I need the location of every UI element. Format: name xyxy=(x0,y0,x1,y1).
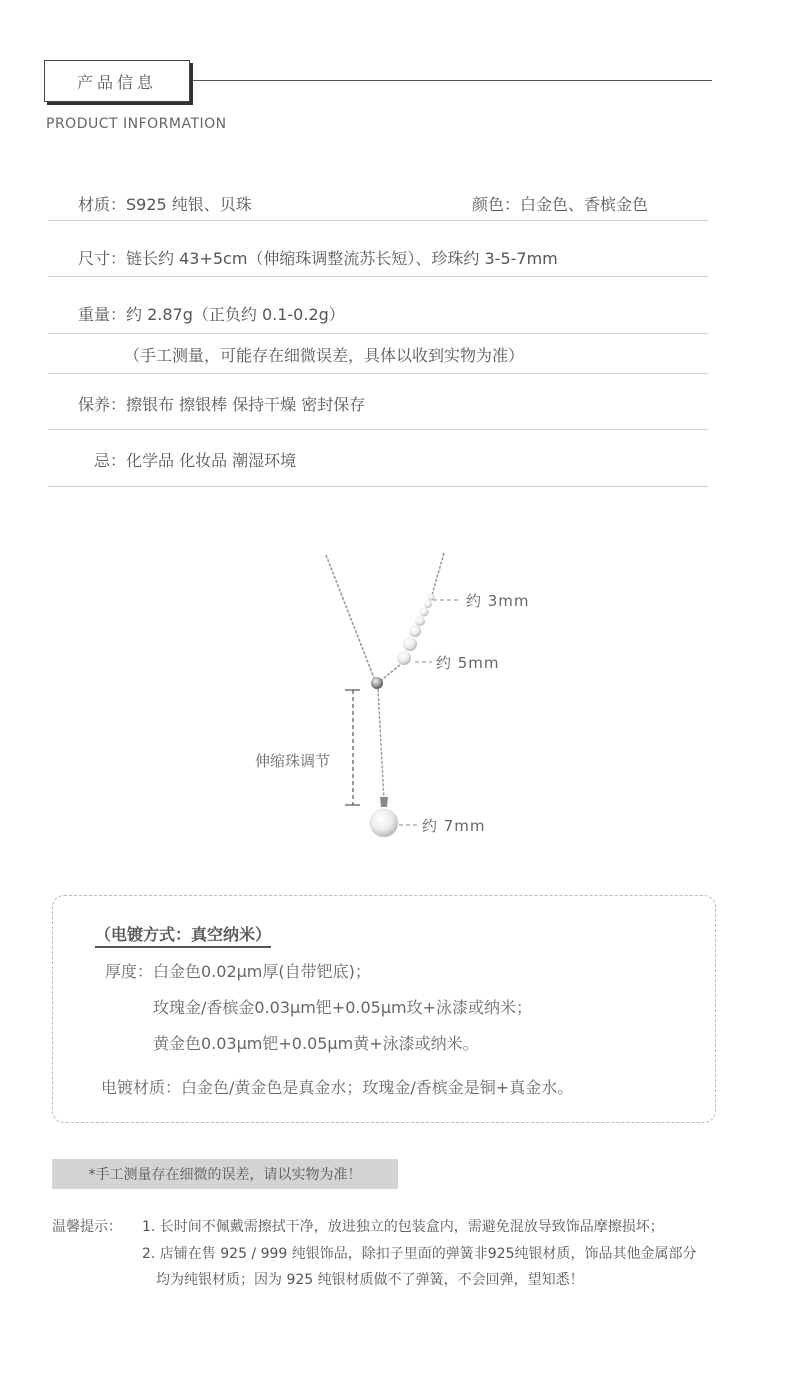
spec-weight-note: （手工测量，可能存在细微误差，具体以收到实物为准） xyxy=(124,346,525,365)
section-title-box xyxy=(44,60,190,102)
spec-avoid: 忌：化学品 化妆品 潮湿环境 xyxy=(94,451,297,470)
plating-info-box xyxy=(52,895,716,1123)
plating-thickness-1: 厚度：白金色0.02μm厚(自带钯底)； xyxy=(105,962,371,981)
spec-row-material xyxy=(48,186,708,221)
spec-row-avoid xyxy=(48,430,708,487)
tips-label: 温馨提示： xyxy=(52,1219,122,1235)
measurement-notice-text: *手工测量存在细微的误差，请以实物为准！ xyxy=(88,1167,362,1183)
spec-row-weight xyxy=(48,277,708,334)
spec-row-weight-note xyxy=(48,334,708,374)
plating-thickness-2: 玫瑰金/香槟金0.03μm钯+0.05μm玫+泳漆或纳米； xyxy=(153,998,532,1017)
label-adjust: 伸缩珠调节 xyxy=(255,752,331,770)
section-title: 产品信息 xyxy=(76,72,157,92)
tips-item-2-line-2: 均为纯银材质；因为 925 纯银材质做不了弹簧，不会回弹，望知悉！ xyxy=(156,1272,584,1288)
spec-material: 材质：S925 纯银、贝珠 xyxy=(78,195,252,214)
spec-row-care xyxy=(48,374,708,430)
label-pearl-3mm: 约 3mm xyxy=(466,592,530,610)
measurement-notice xyxy=(52,1159,398,1189)
spec-size: 尺寸：链长约 43+5cm（伸缩珠调整流苏长短）、珍珠约 3-5-7mm xyxy=(78,249,558,268)
spec-care: 保养：擦银布 擦银棒 保持干燥 密封保存 xyxy=(78,395,366,414)
spec-weight: 重量：约 2.87g（正负约 0.1-0.2g） xyxy=(78,305,345,324)
plating-thickness-3: 黄金色0.03μm钯+0.05μm黄+泳漆或纳米。 xyxy=(153,1034,479,1053)
plating-title: （电镀方式：真空纳米） xyxy=(95,922,271,948)
tips-item-1: 1. 长时间不佩戴需擦拭干净，放进独立的包装盒内，需避免混放导致饰品摩擦损坏； xyxy=(142,1219,664,1235)
tips-item-2-line-1: 2. 店铺在售 925 / 999 纯银饰品，除扣子里面的弹簧非925纯银材质，饰品其他金属部分 xyxy=(142,1246,697,1262)
plating-material: 电镀材质：白金色/黄金色是真金水；玫瑰金/香槟金是铜+真金水。 xyxy=(101,1078,574,1097)
section-subtitle: PRODUCT INFORMATION xyxy=(46,116,227,132)
header-divider xyxy=(192,80,712,81)
label-pearl-7mm: 约 7mm xyxy=(422,817,486,835)
spec-row-size xyxy=(48,221,708,277)
necklace-diagram xyxy=(250,545,550,855)
label-pearl-5mm: 约 5mm xyxy=(436,654,500,672)
spec-color: 颜色：白金色、香槟金色 xyxy=(472,195,649,214)
